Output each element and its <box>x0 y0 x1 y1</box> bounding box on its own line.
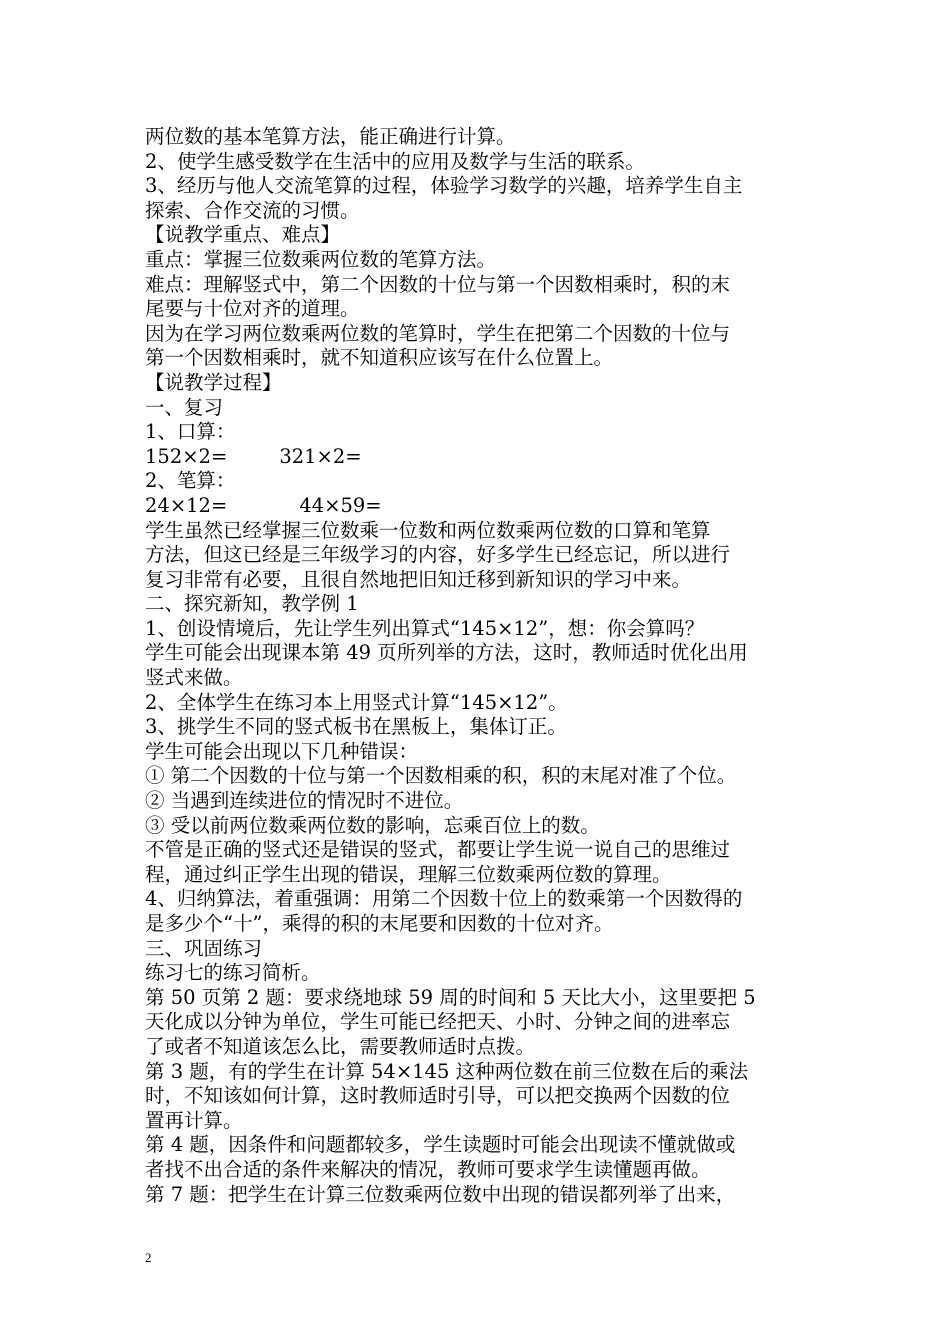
text-line: 学生可能会出现课本第 49 页所列举的方法，这时，教师适时优化出用 <box>145 641 748 665</box>
text-line: 练习七的练习简析。 <box>145 961 321 985</box>
text-line: 第 4 题，因条件和问题都较多，学生读题时可能会出现读不懂就做或 <box>145 1133 736 1157</box>
page-body <box>145 125 810 1207</box>
written-calc-item: 24×12= <box>145 493 228 517</box>
text-line: 1、口算： <box>145 420 236 444</box>
text-line: 程，通过纠正学生出现的错误，理解三位数乘两位数的算理。 <box>145 862 672 886</box>
oral-calc-item: 152×2= <box>145 444 228 468</box>
oral-calc-row <box>145 445 810 470</box>
subsection-heading: 二、探究新知，教学例 1 <box>145 592 359 616</box>
text-line: 第 7 题：把学生在计算三位数乘两位数中出现的错误都列举了出来， <box>145 1182 736 1206</box>
text-line: 2、全体学生在练习本上用竖式计算“145×12”。 <box>145 690 568 714</box>
text-line: 天化成以分钟为单位，学生可能已经把天、小时、分钟之间的进率忘 <box>145 1010 731 1034</box>
text-line: 4、归纳算法，着重强调：用第二个因数十位上的数乘第一个因数得的 <box>145 887 743 911</box>
text-line: 尾要与十位对齐的道理。 <box>145 297 360 321</box>
text-line: 学生虽然已经掌握三位数乘一位数和两位数乘两位数的口算和笔算 <box>145 518 711 542</box>
text-line: 3、经历与他人交流笔算的过程，体验学习数学的兴趣，培养学生自主 <box>145 174 743 198</box>
text-line: 两位数的基本笔算方法，能正确进行计算。 <box>145 125 516 148</box>
text-line: 探索、合作交流的习惯。 <box>145 198 360 222</box>
text-line: 第 3 题，有的学生在计算 54×145 这种两位数在前三位数在后的乘法 <box>145 1059 749 1083</box>
oral-calc-item: 321×2= <box>279 444 362 468</box>
subsection-heading: 一、复习 <box>145 395 224 419</box>
text-line: 是多少个“十”，乘得的积的末尾要和因数的十位对齐。 <box>145 912 614 935</box>
error-item: ② 当遇到连续进位的情况时不进位。 <box>145 789 464 813</box>
text-line: 者找不出合适的条件来解决的情况，教师可要求学生读懂题再做。 <box>145 1157 711 1181</box>
text-line: 学生可能会出现以下几种错误： <box>145 739 419 763</box>
section-heading: 【说教学过程】 <box>145 370 282 394</box>
text-line: 竖式来做。 <box>145 666 243 690</box>
text-line: 时，不知该如何计算，这时教师适时引导，可以把交换两个因数的位 <box>145 1084 731 1108</box>
text-line: 重点：掌握三位数乘两位数的笔算方法。 <box>145 247 497 271</box>
text-line: 了或者不知道该怎么比，需要教师适时点拨。 <box>145 1034 536 1058</box>
text-line: 置再计算。 <box>145 1108 243 1132</box>
error-item: ③ 受以前两位数乘两位数的影响，忘乘百位上的数。 <box>145 813 600 837</box>
section-heading: 【说教学重点、难点】 <box>145 223 341 247</box>
text-line: 第一个因数相乘时，就不知道积应该写在什么位置上。 <box>145 346 614 370</box>
written-calc-row <box>145 494 810 519</box>
text-line: 2、笔算： <box>145 469 236 493</box>
text-line: 2、使学生感受数学在生活中的应用及数学与生活的联系。 <box>145 149 645 173</box>
text-line: 不管是正确的竖式还是错误的竖式，都要让学生说一说自己的思维过 <box>145 838 731 862</box>
text-line: 第 50 页第 2 题：要求绕地球 59 周的时间和 5 天比大小，这里要把 5 <box>145 985 756 1009</box>
text-line: 1、创设情境后，先让学生列出算式“145×12”，想：你会算吗？ <box>145 616 705 640</box>
text-line: 复习非常有必要，且很自然地把旧知迁移到新知识的学习中来。 <box>145 567 692 591</box>
subsection-heading: 三、巩固练习 <box>145 936 263 960</box>
text-line: 因为在学习两位数乘两位数的笔算时，学生在把第二个因数的十位与 <box>145 321 731 345</box>
text-line: 难点：理解竖式中，第二个因数的十位与第一个因数相乘时，积的末 <box>145 272 731 296</box>
page-number: 2 <box>145 1250 152 1265</box>
error-item: ① 第二个因数的十位与第一个因数相乘的积，积的末尾对准了个位。 <box>145 764 737 788</box>
text-line: 方法，但这已经是三年级学习的内容，好多学生已经忘记，所以进行 <box>145 543 731 567</box>
text-line: 3、挑学生不同的竖式板书在黑板上，集体订正。 <box>145 715 567 739</box>
written-calc-item: 44×59= <box>299 493 382 517</box>
